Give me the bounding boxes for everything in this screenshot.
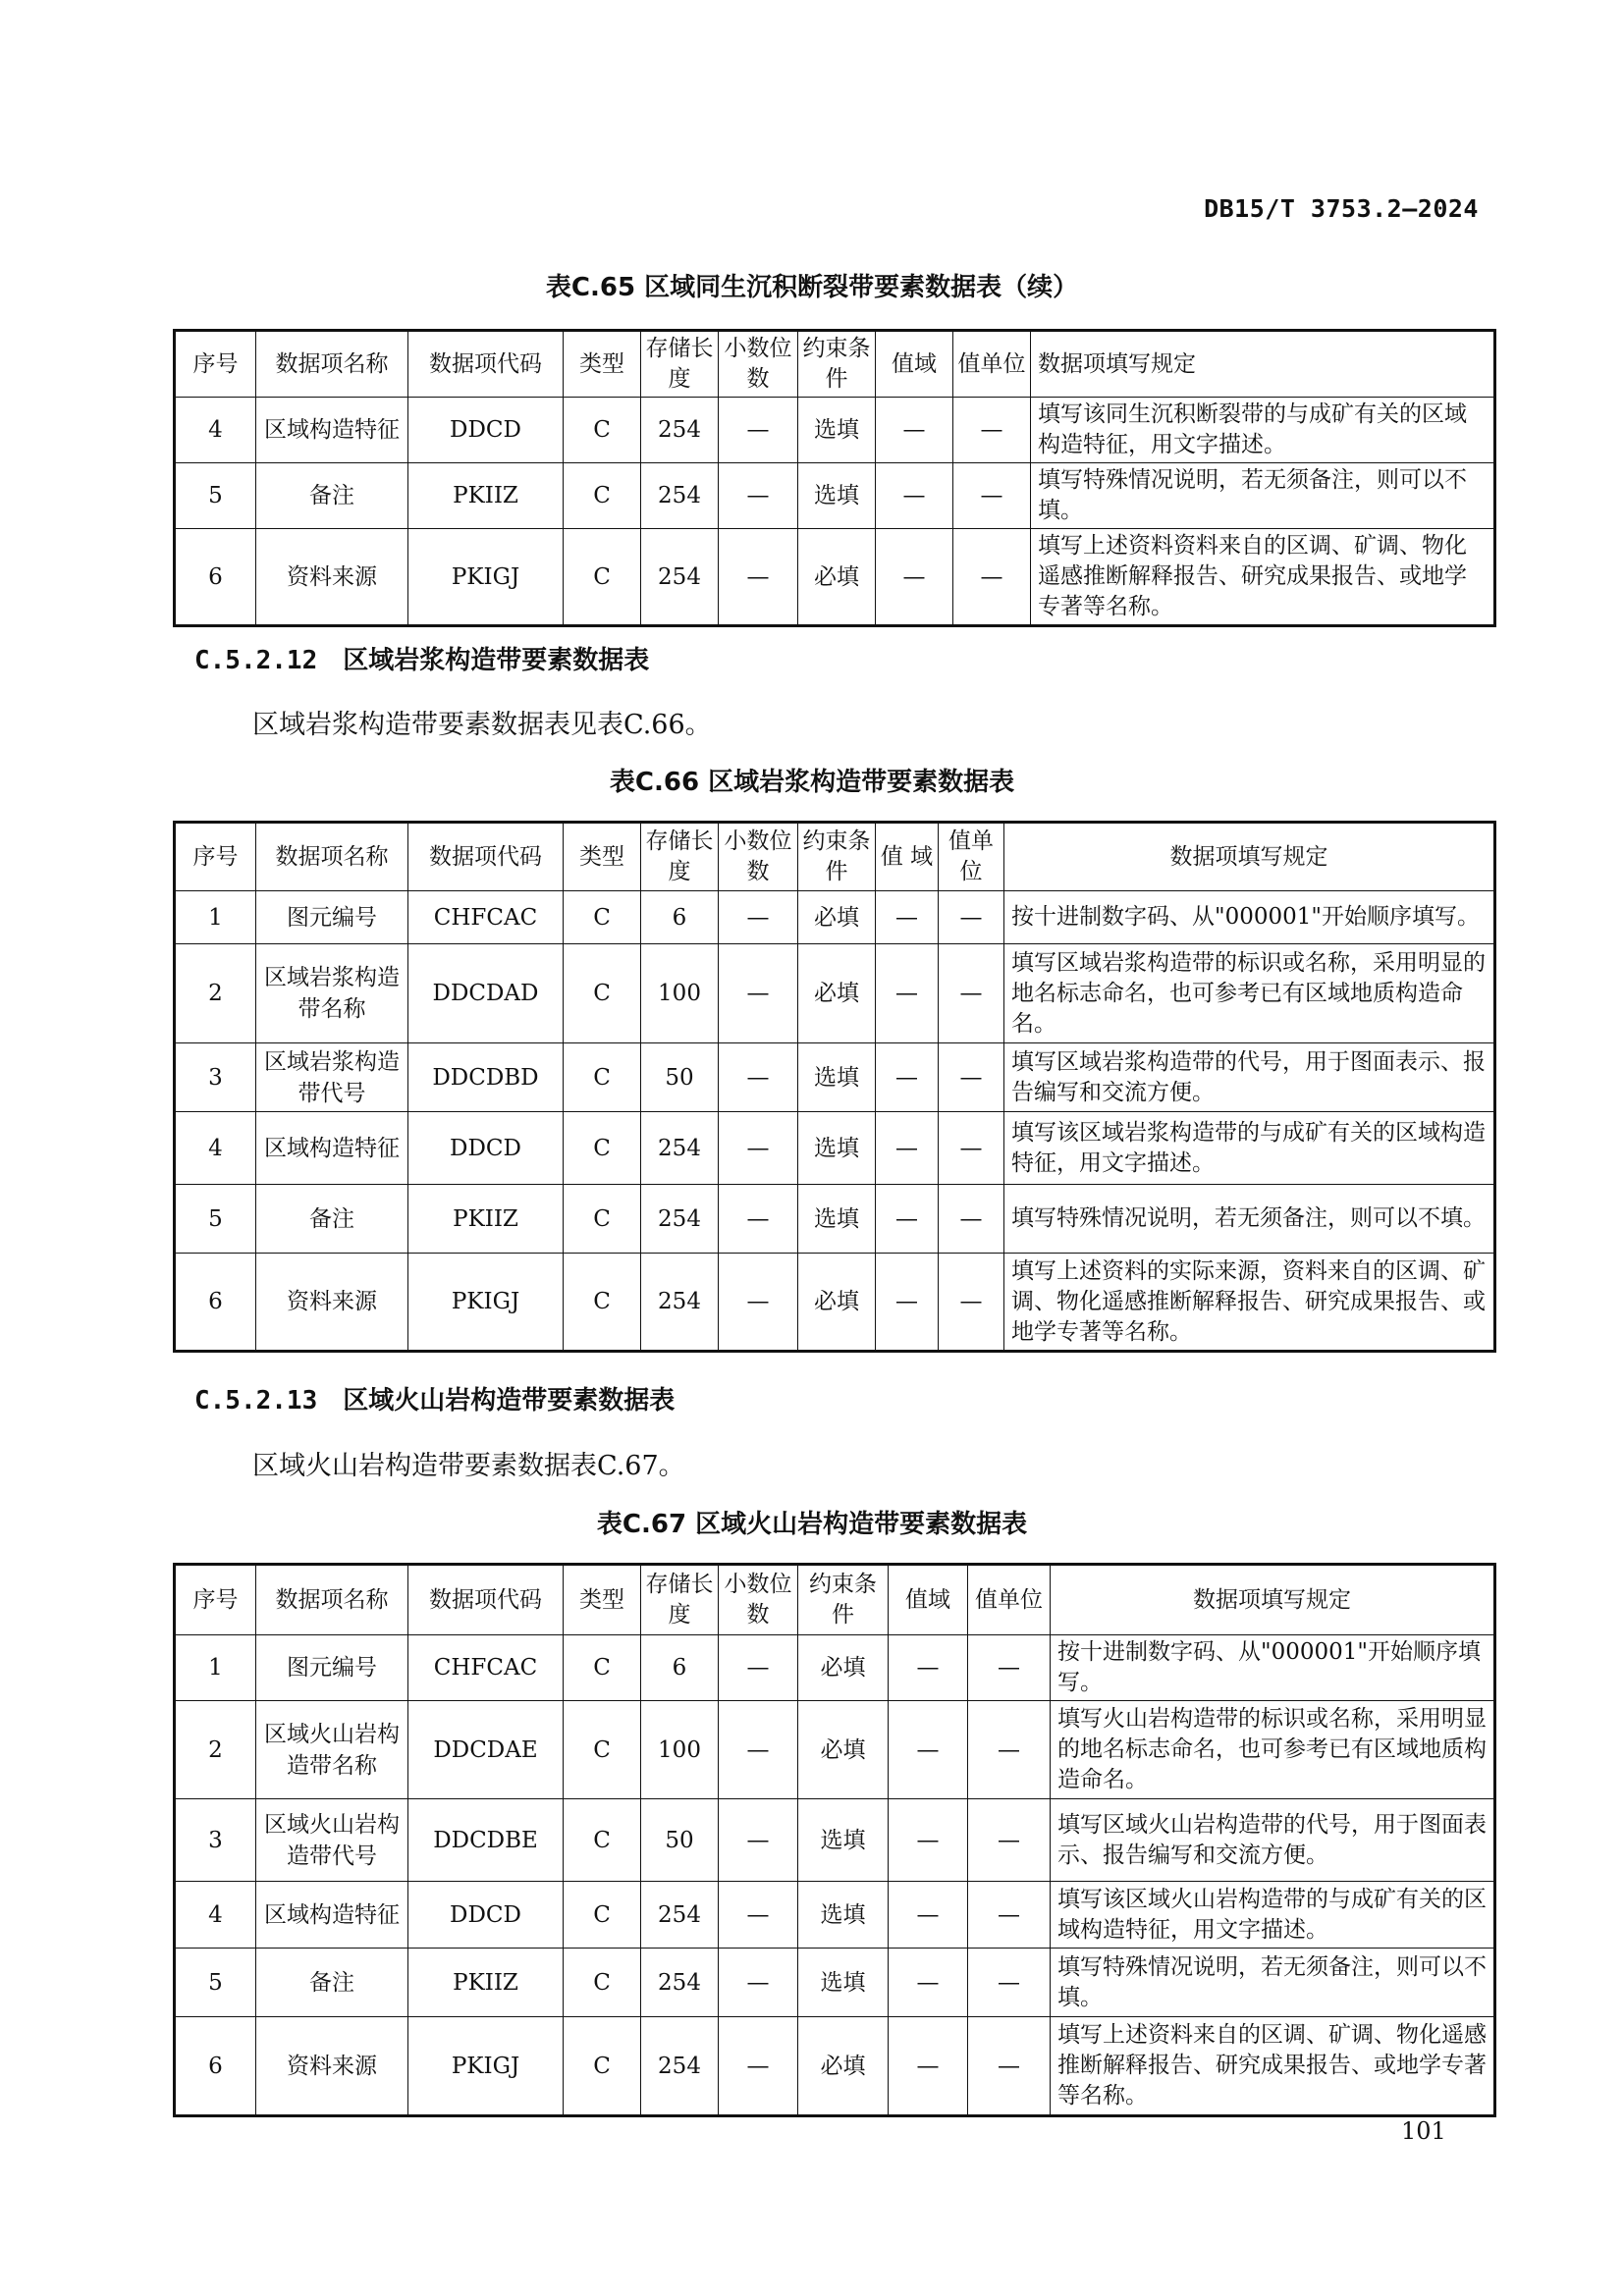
table-cell: 区域火山岩构造带代号 bbox=[256, 1799, 408, 1882]
table-cell: 填写特殊情况说明，若无须备注，则可以不填。 bbox=[1004, 1185, 1495, 1254]
table-cell: CHFCAC bbox=[408, 891, 564, 944]
table-cell: 填写上述资料来自的区调、矿调、物化遥感推断解释报告、研究成果报告、或地学专著等名称。 bbox=[1051, 2017, 1495, 2116]
table-cell: — bbox=[876, 891, 939, 944]
table-cell: — bbox=[719, 1882, 798, 1949]
page-number: 101 bbox=[1401, 2117, 1446, 2145]
table-cell: 填写该区域火山岩构造带的与成矿有关的区域构造特征，用文字描述。 bbox=[1051, 1882, 1495, 1949]
table-cell: DDCDBE bbox=[408, 1799, 564, 1882]
table-cell: 254 bbox=[641, 1254, 719, 1352]
header-cell: 数据项填写规定 bbox=[1051, 1565, 1495, 1635]
table-cell: — bbox=[719, 1043, 798, 1112]
table-cell: 填写区域岩浆构造带的标识或名称，采用明显的地名标志命名，也可参考已有区域地质构造命名。 bbox=[1004, 944, 1495, 1043]
table-cell: — bbox=[939, 891, 1004, 944]
header-cell: 数据项名称 bbox=[256, 1565, 408, 1635]
table-cell: C bbox=[564, 1185, 641, 1254]
header-cell: 类型 bbox=[564, 823, 641, 891]
table-cell: 254 bbox=[641, 398, 719, 463]
header-cell: 序号 bbox=[175, 823, 256, 891]
table-cell: 选填 bbox=[798, 1112, 876, 1185]
table-cell: 254 bbox=[641, 529, 719, 626]
table-cell: C bbox=[564, 1701, 641, 1799]
table-cell: — bbox=[968, 2017, 1051, 2116]
header-cell: 序号 bbox=[175, 331, 256, 398]
table-cell: DDCD bbox=[408, 1882, 564, 1949]
table-cell: 254 bbox=[641, 1185, 719, 1254]
table-cell: 1 bbox=[175, 891, 256, 944]
table-cell: C bbox=[564, 1043, 641, 1112]
header-cell: 小数位数 bbox=[719, 331, 798, 398]
table-row bbox=[175, 1882, 1495, 1949]
table-cell: 必填 bbox=[798, 1701, 889, 1799]
table-cell: — bbox=[953, 529, 1031, 626]
table-header-row bbox=[175, 331, 1495, 398]
table-cell: — bbox=[889, 1882, 968, 1949]
table-c67-caption: 表C.67 区域火山岩构造带要素数据表 bbox=[596, 1510, 1028, 1539]
table-cell: — bbox=[889, 2017, 968, 2116]
table-cell: — bbox=[719, 1254, 798, 1352]
table-row bbox=[175, 1701, 1495, 1799]
table-row bbox=[175, 944, 1495, 1043]
table-row bbox=[175, 398, 1495, 463]
header-cell: 存储长度 bbox=[641, 823, 719, 891]
table-cell: 选填 bbox=[798, 398, 876, 463]
table-cell: DDCDAD bbox=[408, 944, 564, 1043]
table-cell: C bbox=[564, 891, 641, 944]
table-cell: 图元编号 bbox=[256, 1635, 408, 1701]
table-cell: — bbox=[889, 1635, 968, 1701]
table-cell: 区域构造特征 bbox=[256, 398, 408, 463]
section-title: 区域火山岩构造带要素数据表 bbox=[343, 1386, 676, 1415]
table-cell: — bbox=[939, 944, 1004, 1043]
table-cell: — bbox=[876, 463, 953, 529]
table-row bbox=[175, 463, 1495, 529]
table-cell: 选填 bbox=[798, 1882, 889, 1949]
table-cell: DDCD bbox=[408, 398, 564, 463]
table-cell: 必填 bbox=[798, 1635, 889, 1701]
table-cell: 100 bbox=[641, 944, 719, 1043]
table-cell: 区域岩浆构造带代号 bbox=[256, 1043, 408, 1112]
table-cell: 6 bbox=[175, 1254, 256, 1352]
table-cell: 2 bbox=[175, 944, 256, 1043]
table-header-row bbox=[175, 1565, 1495, 1635]
table-cell: — bbox=[719, 1799, 798, 1882]
section-number: C.5.2.13 bbox=[194, 1386, 318, 1415]
table-cell: 区域火山岩构造带名称 bbox=[256, 1701, 408, 1799]
table-cell: — bbox=[939, 1254, 1004, 1352]
table-c65-caption: 表C.65 区域同生沉积断裂带要素数据表（续） bbox=[545, 273, 1079, 302]
table-cell: 必填 bbox=[798, 2017, 889, 2116]
table-cell: 选填 bbox=[798, 463, 876, 529]
header-cell: 类型 bbox=[564, 331, 641, 398]
table-cell: 50 bbox=[641, 1799, 719, 1882]
table-cell: 100 bbox=[641, 1701, 719, 1799]
header-cell: 小数位数 bbox=[719, 1565, 798, 1635]
table-cell: DDCDAE bbox=[408, 1701, 564, 1799]
header-cell: 数据项代码 bbox=[408, 1565, 564, 1635]
header-cell: 存储长度 bbox=[641, 1565, 719, 1635]
table-cell: C bbox=[564, 1882, 641, 1949]
table-cell: — bbox=[719, 1635, 798, 1701]
table-cell: 备注 bbox=[256, 1185, 408, 1254]
header-cell: 数据项填写规定 bbox=[1004, 823, 1495, 891]
header-cell: 类型 bbox=[564, 1565, 641, 1635]
table-cell: 填写特殊情况说明，若无须备注，则可以不填。 bbox=[1051, 1949, 1495, 2017]
table-row bbox=[175, 891, 1495, 944]
table-cell: 备注 bbox=[256, 463, 408, 529]
table-cell: 填写上述资料的实际来源，资料来自的区调、矿调、物化遥感推断解释报告、研究成果报告、或地学专著等名称。 bbox=[1004, 1254, 1495, 1352]
section-paragraph: 区域岩浆构造带要素数据表见表C.66。 bbox=[252, 710, 712, 740]
header-cell: 值域 bbox=[889, 1565, 968, 1635]
table-cell: 填写该同生沉积断裂带的与成矿有关的区域构造特征，用文字描述。 bbox=[1031, 398, 1495, 463]
table-cell: 按十进制数字码、从"000001"开始顺序填写。 bbox=[1051, 1635, 1495, 1701]
table-cell: 区域构造特征 bbox=[256, 1882, 408, 1949]
table-cell: 资料来源 bbox=[256, 1254, 408, 1352]
section-heading-c5213 bbox=[194, 1380, 675, 1416]
header-cell: 约束条件 bbox=[798, 331, 876, 398]
table-cell: 图元编号 bbox=[256, 891, 408, 944]
header-cell: 值 域 bbox=[876, 823, 939, 891]
table-cell: 资料来源 bbox=[256, 2017, 408, 2116]
table-cell: — bbox=[968, 1701, 1051, 1799]
header-cell: 值单位 bbox=[968, 1565, 1051, 1635]
table-cell: 50 bbox=[641, 1043, 719, 1112]
table-cell: — bbox=[876, 1043, 939, 1112]
table-cell: — bbox=[719, 2017, 798, 2116]
table-cell: — bbox=[719, 944, 798, 1043]
table-cell: DDCD bbox=[408, 1112, 564, 1185]
table-cell: — bbox=[876, 944, 939, 1043]
section-number: C.5.2.12 bbox=[194, 646, 318, 675]
table-cell: PKIIZ bbox=[408, 463, 564, 529]
table-cell: C bbox=[564, 944, 641, 1043]
table-cell: — bbox=[939, 1112, 1004, 1185]
table-cell: 6 bbox=[175, 2017, 256, 2116]
header-cell: 约束条件 bbox=[798, 823, 876, 891]
table-cell: — bbox=[889, 1949, 968, 2017]
table-cell: 2 bbox=[175, 1701, 256, 1799]
table-cell: 4 bbox=[175, 398, 256, 463]
table-cell: C bbox=[564, 1799, 641, 1882]
table-cell: 1 bbox=[175, 1635, 256, 1701]
table-cell: 254 bbox=[641, 463, 719, 529]
table-cell: — bbox=[968, 1882, 1051, 1949]
header-cell: 数据项代码 bbox=[408, 331, 564, 398]
table-cell: 4 bbox=[175, 1112, 256, 1185]
table-row bbox=[175, 1112, 1495, 1185]
header-cell: 数据项名称 bbox=[256, 331, 408, 398]
table-cell: 必填 bbox=[798, 1254, 876, 1352]
table-row bbox=[175, 2017, 1495, 2116]
table-cell: — bbox=[876, 1185, 939, 1254]
header-cell: 值单位 bbox=[939, 823, 1004, 891]
table-cell: PKIGJ bbox=[408, 529, 564, 626]
table-cell: 选填 bbox=[798, 1949, 889, 2017]
table-cell: 区域岩浆构造带名称 bbox=[256, 944, 408, 1043]
table-cell: 填写上述资料资料来自的区调、矿调、物化遥感推断解释报告、研究成果报告、或地学专著等名称。 bbox=[1031, 529, 1495, 626]
table-cell: PKIIZ bbox=[408, 1185, 564, 1254]
table-cell: 填写区域火山岩构造带的代号，用于图面表示、报告编写和交流方便。 bbox=[1051, 1799, 1495, 1882]
header-cell: 数据项填写规定 bbox=[1031, 331, 1495, 398]
header-cell: 序号 bbox=[175, 1565, 256, 1635]
table-row bbox=[175, 529, 1495, 626]
table-cell: — bbox=[876, 1254, 939, 1352]
table-cell: CHFCAC bbox=[408, 1635, 564, 1701]
header-cell: 值单位 bbox=[953, 331, 1031, 398]
table-cell: C bbox=[564, 529, 641, 626]
table-cell: 必填 bbox=[798, 529, 876, 626]
table-cell: 选填 bbox=[798, 1185, 876, 1254]
table-cell: — bbox=[953, 398, 1031, 463]
section-paragraph: 区域火山岩构造带要素数据表C.67。 bbox=[252, 1451, 685, 1481]
table-cell: — bbox=[719, 1949, 798, 2017]
table-cell: — bbox=[968, 1635, 1051, 1701]
table-cell: — bbox=[968, 1949, 1051, 2017]
table-cell: 填写特殊情况说明，若无须备注，则可以不填。 bbox=[1031, 463, 1495, 529]
table-cell: — bbox=[889, 1701, 968, 1799]
table-cell: 4 bbox=[175, 1882, 256, 1949]
table-cell: — bbox=[876, 529, 953, 626]
table-cell: PKIIZ bbox=[408, 1949, 564, 2017]
table-cell: — bbox=[968, 1799, 1051, 1882]
table-cell: 6 bbox=[641, 1635, 719, 1701]
header-cell: 数据项名称 bbox=[256, 823, 408, 891]
table-cell: 选填 bbox=[798, 1799, 889, 1882]
header-cell: 数据项代码 bbox=[408, 823, 564, 891]
table-cell: — bbox=[719, 891, 798, 944]
table-cell: — bbox=[953, 463, 1031, 529]
table-cell: C bbox=[564, 398, 641, 463]
table-cell: 254 bbox=[641, 1882, 719, 1949]
table-cell: 254 bbox=[641, 1949, 719, 2017]
document-code: DB15/T 3753.2—2024 bbox=[1204, 194, 1479, 223]
table-cell: 必填 bbox=[798, 944, 876, 1043]
table-row bbox=[175, 1949, 1495, 2017]
table-cell: 6 bbox=[641, 891, 719, 944]
table-cell: 填写该区域岩浆构造带的与成矿有关的区域构造特征，用文字描述。 bbox=[1004, 1112, 1495, 1185]
table-cell: 区域构造特征 bbox=[256, 1112, 408, 1185]
table-cell: 3 bbox=[175, 1043, 256, 1112]
table-cell: — bbox=[876, 398, 953, 463]
table-row bbox=[175, 1799, 1495, 1882]
table-row bbox=[175, 1185, 1495, 1254]
table-cell: — bbox=[719, 1185, 798, 1254]
table-cell: DDCDBD bbox=[408, 1043, 564, 1112]
table-cell: — bbox=[719, 398, 798, 463]
table-cell: 5 bbox=[175, 1185, 256, 1254]
header-cell: 约束条件 bbox=[798, 1565, 889, 1635]
table-cell: — bbox=[719, 1112, 798, 1185]
table-c66-caption: 表C.66 区域岩浆构造带要素数据表 bbox=[609, 768, 1015, 797]
table-cell: — bbox=[719, 1701, 798, 1799]
table-cell: — bbox=[889, 1799, 968, 1882]
table-cell: 254 bbox=[641, 1112, 719, 1185]
table-cell: 254 bbox=[641, 2017, 719, 2116]
table-row bbox=[175, 1635, 1495, 1701]
table-cell: 填写火山岩构造带的标识或名称，采用明显的地名标志命名，也可参考已有区域地质构造命名。 bbox=[1051, 1701, 1495, 1799]
table-cell: 选填 bbox=[798, 1043, 876, 1112]
table-cell: 填写区域岩浆构造带的代号，用于图面表示、报告编写和交流方便。 bbox=[1004, 1043, 1495, 1112]
table-header-row bbox=[175, 823, 1495, 891]
table-cell: PKIGJ bbox=[408, 1254, 564, 1352]
table-cell: 6 bbox=[175, 529, 256, 626]
table-cell: 备注 bbox=[256, 1949, 408, 2017]
header-cell: 小数位数 bbox=[719, 823, 798, 891]
table-cell: 必填 bbox=[798, 891, 876, 944]
table-c67 bbox=[173, 1563, 1496, 2117]
table-cell: — bbox=[939, 1185, 1004, 1254]
table-cell: C bbox=[564, 1635, 641, 1701]
table-cell: 5 bbox=[175, 463, 256, 529]
table-cell: C bbox=[564, 1949, 641, 2017]
table-cell: 5 bbox=[175, 1949, 256, 2017]
table-cell: C bbox=[564, 2017, 641, 2116]
table-cell: 资料来源 bbox=[256, 529, 408, 626]
table-cell: C bbox=[564, 463, 641, 529]
section-heading-c5212 bbox=[194, 640, 649, 676]
header-cell: 存储长度 bbox=[641, 331, 719, 398]
table-c65 bbox=[173, 329, 1496, 627]
table-cell: 按十进制数字码、从"000001"开始顺序填写。 bbox=[1004, 891, 1495, 944]
table-cell: C bbox=[564, 1112, 641, 1185]
table-cell: — bbox=[719, 529, 798, 626]
table-cell: PKIGJ bbox=[408, 2017, 564, 2116]
table-cell: — bbox=[876, 1112, 939, 1185]
table-row bbox=[175, 1043, 1495, 1112]
table-cell: — bbox=[719, 463, 798, 529]
header-cell: 值域 bbox=[876, 331, 953, 398]
table-cell: 3 bbox=[175, 1799, 256, 1882]
table-cell: C bbox=[564, 1254, 641, 1352]
table-c66 bbox=[173, 821, 1496, 1353]
table-row bbox=[175, 1254, 1495, 1352]
table-cell: — bbox=[939, 1043, 1004, 1112]
section-title: 区域岩浆构造带要素数据表 bbox=[343, 646, 650, 675]
